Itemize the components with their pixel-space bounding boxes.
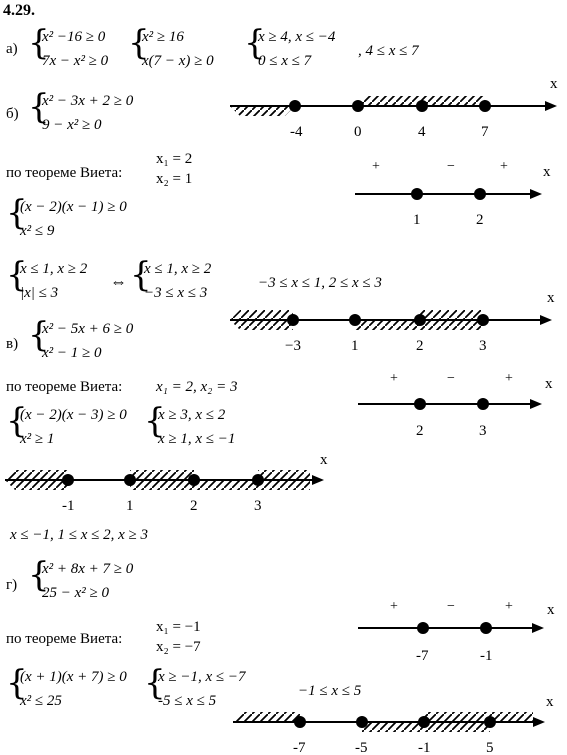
tick-label: -1 [62, 498, 75, 514]
hatch-bottom [130, 480, 310, 490]
hatch-top [233, 712, 300, 722]
system-line: |x| ≤ 3 [20, 285, 59, 301]
point [414, 398, 426, 410]
tick-label: 3 [479, 423, 487, 439]
tick-label: 4 [418, 124, 426, 140]
brace-icon: { [244, 23, 266, 63]
part-v-label: в) [6, 336, 19, 352]
system-line: x ≥ −1, x ≤ −7 [158, 669, 246, 685]
hatch-left [230, 106, 295, 116]
brace-icon: { [6, 193, 28, 233]
system-line: x² ≤ 9 [20, 223, 55, 239]
brace-icon: { [144, 663, 166, 703]
arrow-icon [312, 475, 324, 485]
tick-label: -1 [418, 740, 431, 755]
system-line: 7x − x² ≥ 0 [42, 53, 109, 69]
sign: + [390, 599, 398, 614]
system-line: x ≥ 1, x ≤ −1 [158, 431, 236, 447]
point [479, 100, 491, 112]
sign: + [372, 159, 380, 174]
point [477, 398, 489, 410]
hatch-top [230, 310, 293, 320]
point [416, 100, 428, 112]
tick-label: 1 [126, 498, 134, 514]
brace-icon: { [6, 401, 28, 441]
number-line-b3 [225, 286, 567, 356]
equivalence-icon: ⇔ [110, 272, 127, 291]
number-line-v2 [0, 448, 345, 518]
number-line-g2 [228, 690, 567, 755]
system-line: 0 ≤ x ≤ 7 [258, 53, 312, 69]
tick-label: 2 [190, 498, 198, 514]
tick-label: -7 [293, 740, 306, 755]
part-v-answer: x ≤ −1, 1 ≤ x ≤ 2, x ≥ 3 [10, 527, 149, 543]
tick-label: 0 [354, 124, 362, 140]
arrow-icon [530, 399, 542, 409]
brace-icon: { [28, 555, 50, 595]
axis-label: x [550, 76, 558, 92]
axis-label: x [547, 602, 555, 618]
number-line-b2 [350, 150, 567, 230]
tick-label: 2 [416, 338, 424, 354]
system-line: x(7 − x) ≥ 0 [142, 53, 214, 69]
point [289, 100, 301, 112]
sign: − [447, 599, 455, 614]
arrow-icon [545, 101, 557, 111]
part-b-label: б) [6, 106, 19, 122]
point [252, 474, 264, 486]
hatch-top [424, 712, 533, 722]
system-line: -5 ≤ x ≤ 5 [158, 693, 217, 709]
vieta-root: x₂ = −7 [156, 639, 201, 655]
problem-number: 4.29. [3, 2, 35, 19]
system-line: x ≥ 4, x ≤ −4 [258, 29, 336, 45]
point [62, 474, 74, 486]
brace-icon: { [144, 401, 166, 441]
tick-label: −3 [285, 338, 301, 354]
brace-icon: { [130, 255, 152, 295]
hatch-bottom [230, 320, 293, 330]
system-line: 9 − x² ≥ 0 [42, 117, 102, 133]
system-line: x ≥ 3, x ≤ 2 [158, 407, 226, 423]
sign: + [390, 371, 398, 386]
system-line: (x + 1)(x + 7) ≥ 0 [20, 669, 127, 685]
tick-label: -4 [290, 124, 303, 140]
point [414, 314, 426, 326]
system-line: x² − 3x + 2 ≥ 0 [42, 93, 134, 109]
part-a-answer: , 4 ≤ x ≤ 7 [358, 43, 419, 59]
vieta-root: x₁ = 2 [156, 151, 193, 167]
part-g-answer: −1 ≤ x ≤ 5 [298, 683, 362, 699]
tick-label: 2 [476, 212, 484, 228]
number-line-g1 [350, 588, 567, 668]
tick-label: 3 [254, 498, 262, 514]
tick-label: 2 [416, 423, 424, 439]
brace-icon: { [6, 255, 28, 295]
sign: + [505, 599, 513, 614]
point [188, 474, 200, 486]
hatch-top [130, 470, 194, 480]
point [349, 314, 361, 326]
sign: − [447, 159, 455, 174]
system-line: x² − 1 ≥ 0 [42, 345, 102, 361]
vieta-roots: x₁ = 2, x₂ = 3 [156, 379, 238, 395]
brace-icon: { [28, 23, 50, 63]
point [287, 314, 299, 326]
tick-label: 1 [413, 212, 421, 228]
tick-label: 7 [481, 124, 489, 140]
system-line: 25 − x² ≥ 0 [42, 585, 110, 601]
vieta-root: x₁ = −1 [156, 619, 201, 635]
point [352, 100, 364, 112]
tick-label: 5 [486, 740, 494, 755]
hatch-top [258, 470, 310, 480]
brace-icon: { [28, 315, 50, 355]
axis-label: x [545, 376, 553, 392]
point [124, 474, 136, 486]
brace-icon: { [28, 87, 50, 127]
system-line: x² + 8x + 7 ≥ 0 [42, 561, 134, 577]
point [418, 716, 430, 728]
point [417, 622, 429, 634]
part-b-answer: −3 ≤ x ≤ 1, 2 ≤ x ≤ 3 [258, 275, 382, 291]
hatch-bottom [5, 480, 68, 490]
system-line: x ≤ 1, x ≥ 2 [144, 261, 212, 277]
hatch-top [420, 310, 483, 320]
system-line: x² − 5x + 6 ≥ 0 [42, 321, 134, 337]
vieta-label: по теореме Виета: [6, 379, 123, 395]
system-line: x² −16 ≥ 0 [42, 29, 106, 45]
vieta-label: по теореме Виета: [6, 631, 123, 647]
system-line: (x − 2)(x − 1) ≥ 0 [20, 199, 127, 215]
sign: + [505, 371, 513, 386]
part-g-label: г) [6, 577, 18, 593]
arrow-icon [533, 717, 545, 727]
sign: + [500, 159, 508, 174]
hatch-top [5, 470, 68, 480]
tick-label: 3 [479, 338, 487, 354]
arrow-icon [532, 623, 544, 633]
point [477, 314, 489, 326]
tick-label: -7 [416, 648, 429, 664]
vieta-label: по теореме Виета: [6, 165, 123, 181]
sign: − [447, 371, 455, 386]
point [294, 716, 306, 728]
axis-label: x [546, 694, 554, 710]
system-line: x² ≥ 1 [20, 431, 55, 447]
number-line-b1 [220, 70, 567, 150]
system-line: (x − 2)(x − 3) ≥ 0 [20, 407, 127, 423]
system-line: x² ≤ 25 [20, 693, 62, 709]
point [480, 622, 492, 634]
tick-label: -5 [355, 740, 368, 755]
point [474, 188, 486, 200]
system-line: −3 ≤ x ≤ 3 [144, 285, 208, 301]
tick-label: 1 [351, 338, 359, 354]
axis-label: x [320, 452, 328, 468]
point [484, 716, 496, 728]
brace-icon: { [6, 663, 28, 703]
arrow-icon [530, 189, 542, 199]
brace-icon: { [128, 23, 150, 63]
part-a-label: а) [6, 41, 18, 57]
axis-label: x [543, 164, 551, 180]
tick-label: -1 [480, 648, 493, 664]
arrow-icon [540, 315, 552, 325]
vieta-root: x₂ = 1 [156, 171, 193, 187]
point [356, 716, 368, 728]
axis-label: x [547, 290, 555, 306]
system-line: x ≤ 1, x ≥ 2 [20, 261, 88, 277]
point [411, 188, 423, 200]
system-line: x² ≥ 16 [142, 29, 184, 45]
number-line-v1 [350, 360, 567, 440]
